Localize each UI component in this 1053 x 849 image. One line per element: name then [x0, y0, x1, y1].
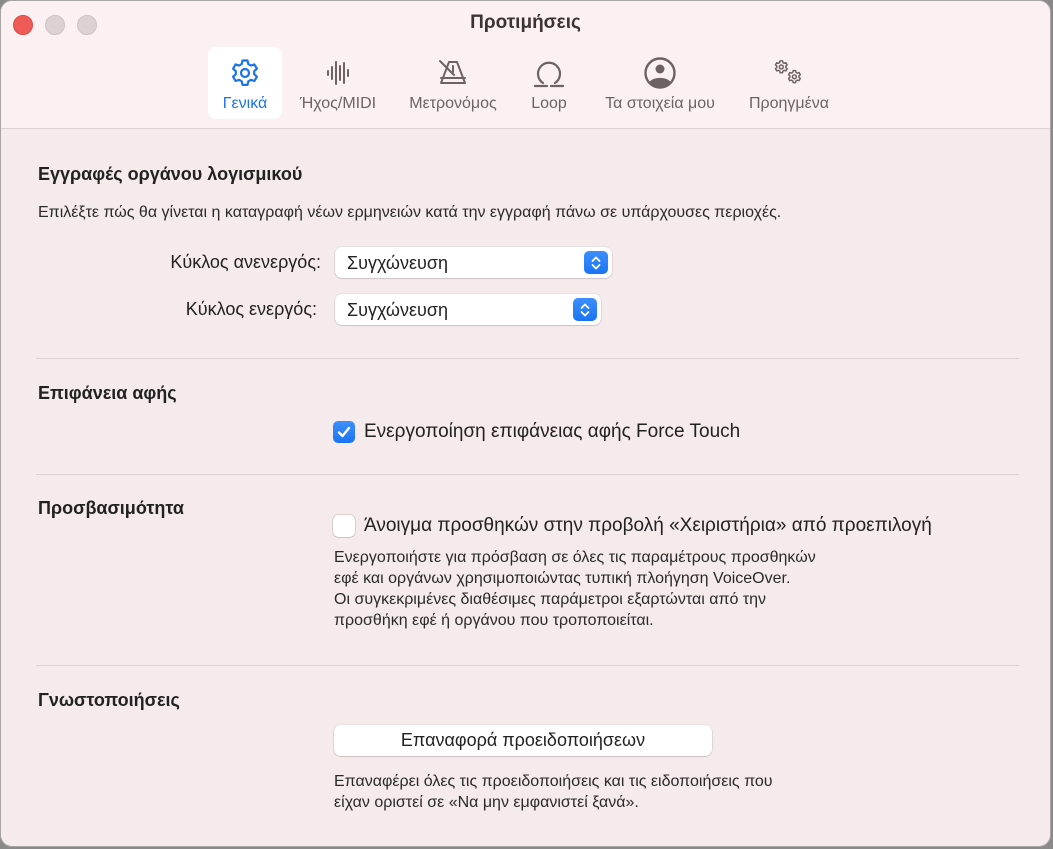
window-title: Προτιμήσεις — [470, 12, 581, 33]
waveform-icon — [320, 55, 356, 91]
tab-label: Μετρονόμος — [409, 95, 497, 112]
gear-icon — [227, 55, 263, 91]
loop-icon — [531, 55, 567, 91]
force-touch-label[interactable]: Ενεργοποίηση επιφάνειας αφής Force Touch — [364, 421, 741, 442]
person-circle-icon — [642, 55, 678, 91]
tab-loop[interactable] — [512, 47, 586, 119]
tab-metronome[interactable] — [394, 47, 512, 119]
preferences-tabs — [208, 47, 844, 119]
tab-label: Προηγμένα — [748, 95, 830, 112]
cycle-off-label: Κύκλος ανενεργός: — [170, 252, 321, 272]
tab-advanced[interactable] — [734, 47, 844, 119]
cycle-off-select[interactable] — [335, 247, 612, 278]
cycle-on-label: Κύκλος ενεργός: — [185, 299, 317, 319]
metronome-icon — [435, 55, 471, 91]
tab-label: Γενικά — [222, 95, 268, 112]
recordings-description: Επιλέξτε πώς θα γίνεται η καταγραφή νέων ερμηνειών κατά την εγγραφή πάνω σε υπάρχουσες περιοχές. — [38, 204, 782, 221]
checkmark-icon — [336, 424, 352, 440]
separator — [36, 358, 1019, 359]
cycle-off-value: Συγχώνευση — [347, 253, 448, 273]
controls-view-label[interactable]: Άνοιγμα προσθηκών στην προβολή «Χειριστήρια» από προεπιλογή — [364, 515, 932, 536]
description-line: Επαναφέρει όλες τις προειδοποιήσεις και τις ειδοποιήσεις που — [334, 773, 773, 790]
general-pane — [1, 130, 1050, 846]
section-heading-notifications: Γνωστοποιήσεις — [38, 690, 180, 710]
chevron-up-down-icon — [584, 251, 608, 274]
accessibility-description — [334, 547, 816, 631]
tab-general[interactable] — [208, 47, 282, 119]
tab-label: Ήχος/MIDI — [299, 95, 377, 112]
section-heading-trackpad: Επιφάνεια αφής — [38, 383, 177, 403]
tab-audio-midi[interactable] — [282, 47, 394, 119]
tab-label: Loop — [531, 95, 567, 112]
cycle-on-select[interactable] — [335, 294, 601, 325]
controls-view-checkbox[interactable] — [333, 515, 355, 537]
toolbar — [1, 1, 1050, 129]
gears-icon — [771, 55, 807, 91]
cycle-on-value: Συγχώνευση — [347, 300, 448, 320]
tab-label: Τα στοιχεία μου — [605, 95, 715, 112]
section-heading-accessibility: Προσβασιμότητα — [38, 498, 184, 518]
separator — [36, 665, 1019, 666]
section-heading-recordings: Εγγραφές οργάνου λογισμικού — [38, 164, 303, 184]
separator — [36, 474, 1019, 475]
force-touch-checkbox[interactable] — [333, 421, 355, 443]
reset-warnings-button[interactable]: Επαναφορά προειδοποιήσεων — [334, 725, 712, 756]
description-line: είχαν οριστεί σε «Να μην εμφανιστεί ξανά». — [334, 794, 639, 811]
notifications-description — [334, 771, 773, 813]
tab-my-info[interactable] — [586, 47, 734, 119]
description-line: εφέ και οργάνων χρησιμοποιώντας τυπική πλοήγηση VoiceOver. — [334, 570, 791, 587]
description-line: προσθήκη εφέ ή οργάνου που τροποποιείται. — [334, 612, 654, 629]
description-line: Ενεργοποιήστε για πρόσβαση σε όλες τις παραμέτρους προσθηκών — [334, 549, 816, 566]
description-line: Οι συγκεκριμένες διαθέσιμες παράμετροι εξαρτώνται από την — [334, 591, 767, 608]
chevron-up-down-icon — [573, 298, 597, 321]
